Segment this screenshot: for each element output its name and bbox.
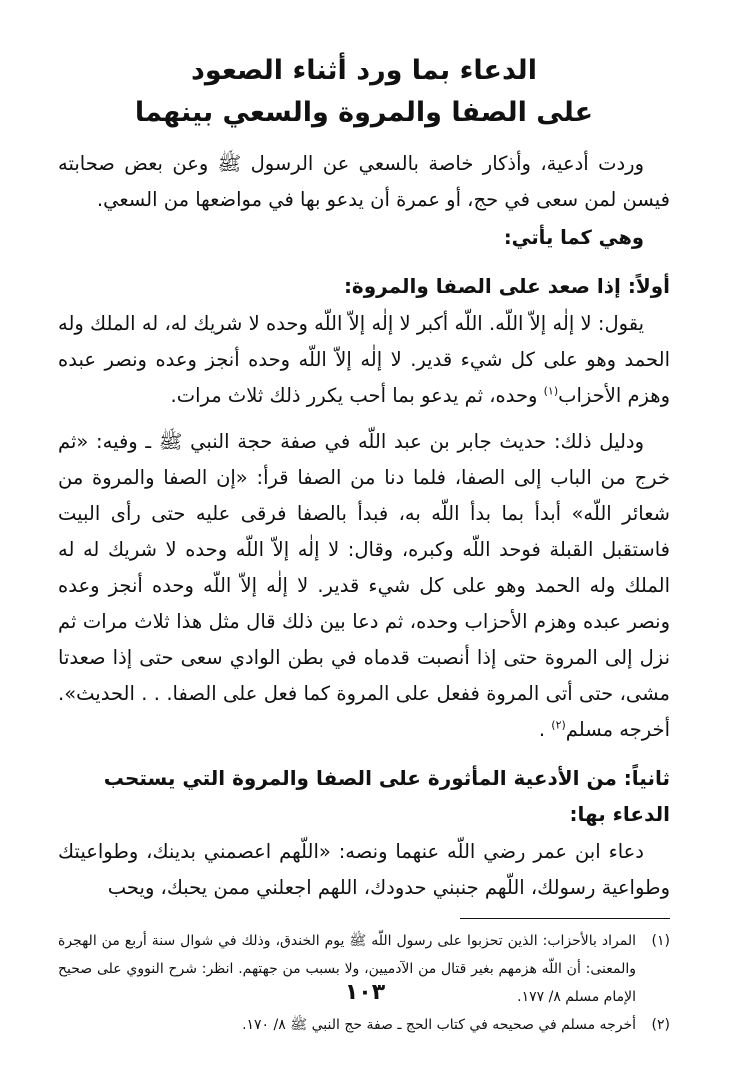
evidence-text-b: . xyxy=(538,718,552,741)
section-2-heading: ثانياً: من الأدعية المأثورة على الصفا والمروة التي يستحب الدعاء بها: xyxy=(103,766,670,826)
section-1-text-a: يقول: لا إلٰه إلاّ اللّه. اللّه أكبر لا إلٰه إلاّ اللّه وحده لا شريك له، له الملك وله الحمد وهو على كل شيء قدير. لا إلٰه إلاّ اللّه وحده أنجز وعده ونصر عبده وهزم الأحزاب xyxy=(58,312,670,407)
intro-paragraph: وردت أدعية، وأذكار خاصة بالسعي عن الرسول ﷺ وعن بعض صحابته فيسن لمن سعى في حج، أو عمرة أن يدعو بها في مواضعها من السعي. xyxy=(58,152,670,211)
footnote-1-text: المراد بالأحزاب: الذين تحزبوا على رسول اللّه ﷺ يوم الخندق، وذلك في شوال سنة أربع من الهجرة والمعنى: أن اللّه هزمهم بغير قتال من الآدميين، ولا بسبب من جهتهم. انظر: شرح النووي على صحيح الإمام مسلم ٨/ ١٧٧. xyxy=(58,933,636,1005)
title-line-2: على الصفا والمروة والسعي بينهما xyxy=(134,97,594,128)
page-number: ١٠٣ xyxy=(344,980,386,1005)
document-page xyxy=(58,50,670,1039)
footnote-2-number: (٢) xyxy=(651,1017,670,1033)
title-line-1: الدعاء بما ورد أثناء الصعود xyxy=(191,55,537,86)
section-1-paragraph xyxy=(58,306,670,414)
section-2-paragraph: دعاء ابن عمر رضي اللّه عنهما ونصه: «اللّهم اعصمني بدينك، وطواعيتك وطواعية رسولك، اللّهم جنبني حدودك، اللهم اجعلني ممن يحبك، ويحب xyxy=(58,840,670,899)
footnote-2-text: أخرجه مسلم في صحيحه في كتاب الحج ـ صفة حج النبي ﷺ ٨/ ١٧٠. xyxy=(242,1017,636,1033)
section-1-text-b: وحده، ثم يدعو بما أحب يكرر ذلك ثلاث مرات. xyxy=(170,384,544,407)
evidence-paragraph xyxy=(58,424,670,748)
footnote-2 xyxy=(58,1011,670,1039)
section-1-heading: أولاً: إذا صعد على الصفا والمروة: xyxy=(343,274,670,298)
footnote-1-number: (١) xyxy=(651,933,670,949)
footnote-ref-2: (٢) xyxy=(551,718,566,732)
intro-follow-line: وهي كما يأتي: xyxy=(503,226,644,249)
footnote-divider xyxy=(460,918,670,919)
footnote-ref-1: (١) xyxy=(543,384,559,398)
evidence-text-a: ودليل ذلك: حديث جابر بن عبد اللّه في صفة حجة النبي ﷺ ـ وفيه: «ثم خرج من الباب إلى الصفا، فلما دنا من الصفا قرأ: «إن الصفا والمروة من شعائر اللّه» أبدأ بما بدأ اللّه به، فبدأ بالصفا فرقى عليه حتى رأى البيت فاستقبل القبلة فوحد اللّه وكبره، وقال: لا إلٰه إلاّ اللّه وحده لا شريك له له الملك وله الحمد وهو على كل شيء قدير. لا إلٰه إلاّ اللّه وحده أنجز وعده ونصر عبده وهزم الأحزاب وحده، ثم دعا بين ذلك قال مثل هذا ثلاث مرات ثم نزل إلى المروة حتى إذا أنصبت قدماه في بطن الوادي سعى حتى إذا صعدتا مشى، حتى أتى المروة ففعل على المروة كما فعل على الصفا. . . الحديث». أخرجه مسلم xyxy=(58,430,670,741)
